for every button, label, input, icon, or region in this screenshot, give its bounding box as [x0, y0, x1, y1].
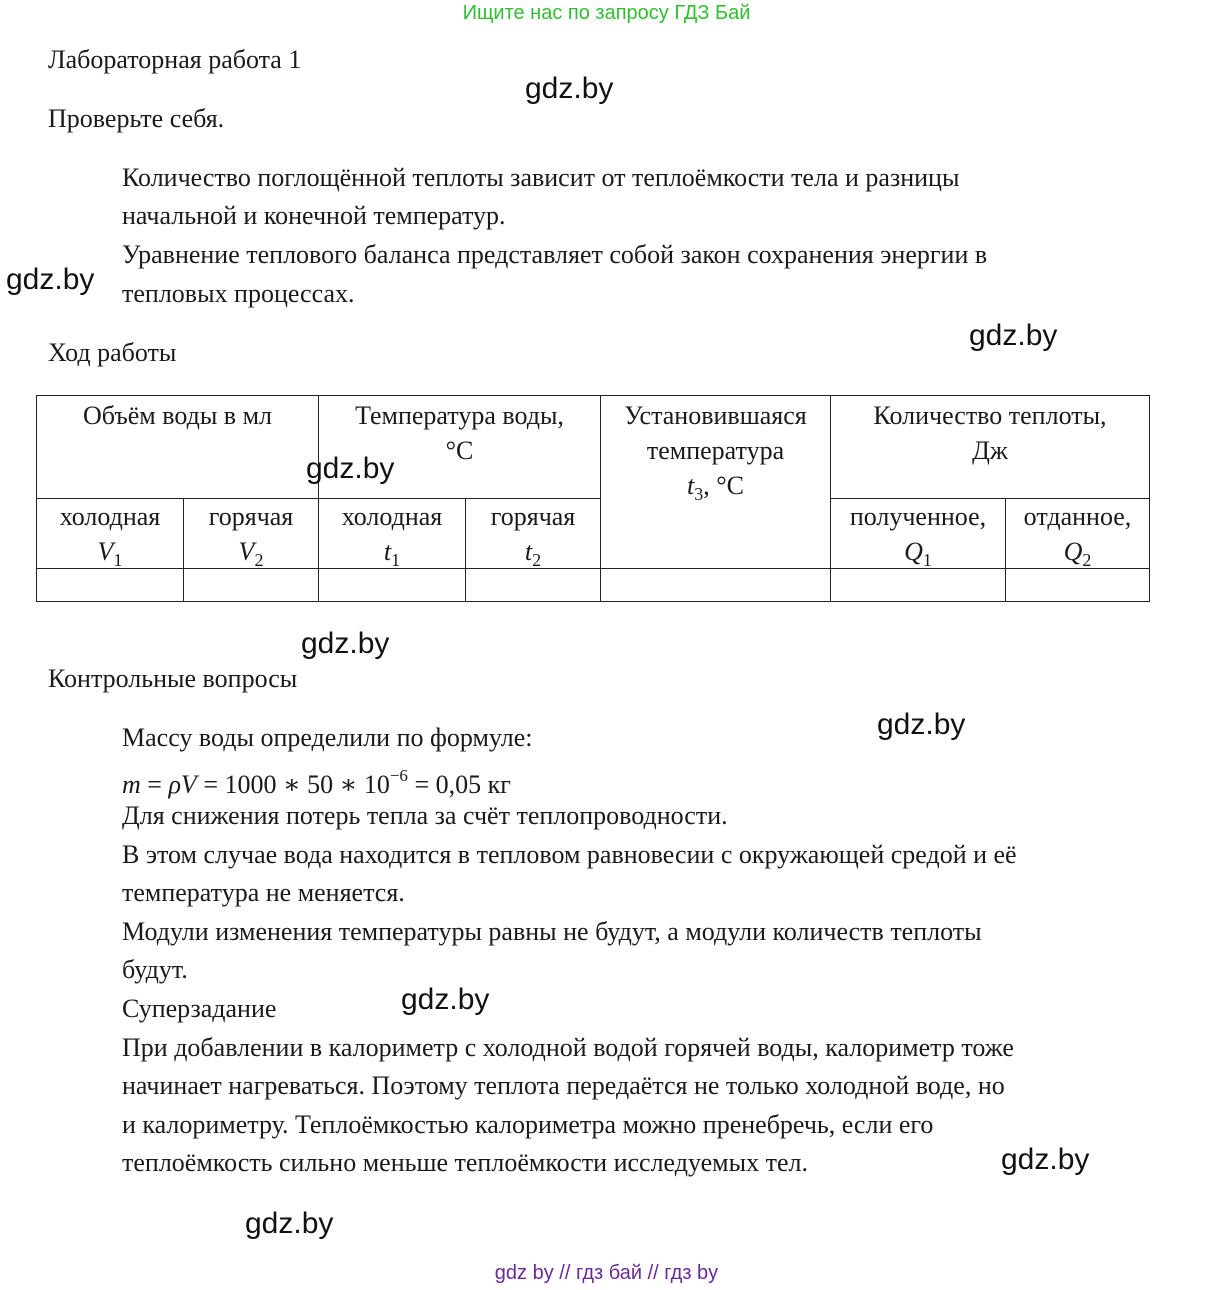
table-cell [465, 568, 601, 602]
mass-intro: Массу воды определили по формуле: [122, 723, 533, 752]
answer-line: теплоёмкость сильно меньше теплоёмкости исследуемых тел. [122, 1148, 808, 1177]
watermark: gdz.by [245, 1207, 334, 1240]
header-heat-amount: Количество теплоты, Дж [830, 395, 1150, 499]
table-cell [600, 568, 831, 602]
top-banner[interactable]: Ищите нас по запросу ГДЗ Бай [462, 2, 751, 24]
header-cold-volume: холодная $V_1$ [36, 498, 184, 569]
watermark: gdz.by [6, 263, 95, 296]
section-progress-heading: Ход работы [48, 338, 177, 367]
check-line: Количество поглощённой теплоты зависит от теплоёмкости тела и разницы [122, 163, 960, 192]
header-settled-temperature: Установившаяся температура $t_3$, °C [600, 395, 831, 569]
superzadanie-heading: Суперзадание [122, 994, 277, 1023]
watermark: gdz.by [877, 708, 966, 741]
watermark: gdz.by [525, 72, 614, 105]
answer-line: будут. [122, 955, 188, 984]
answer-line: температура не меняется. [122, 878, 405, 907]
answer-line: Модули изменения температуры равны не будут, а модули количеств теплоты [122, 917, 982, 946]
answer-line: и калориметру. Теплоёмкостью калориметра можно пренебречь, если его [122, 1110, 934, 1139]
section-check-heading: Проверьте себя. [48, 104, 225, 133]
table-cell [1005, 568, 1150, 602]
section-questions-heading: Контрольные вопросы [48, 664, 298, 693]
footer-links[interactable]: gdz by // гдз бай // гдз by [494, 1262, 719, 1284]
table-cell [183, 568, 319, 602]
answer-line: начинает нагреваться. Поэтому теплота передаётся не только холодной воде, но [122, 1071, 1005, 1100]
page-title: Лабораторная работа 1 [48, 45, 302, 74]
watermark: gdz.by [306, 452, 395, 485]
table-cell [318, 568, 466, 602]
table-cell [36, 568, 184, 602]
check-line: начальной и конечной температур. [122, 201, 506, 230]
results-table [36, 395, 1150, 602]
header-hot-volume: горячая $V_2$ [183, 498, 319, 569]
header-temperature: Температура воды, °C [318, 395, 601, 499]
answer-line: Для снижения потерь тепла за счёт теплопроводности. [122, 801, 728, 830]
table-cell [830, 568, 1006, 602]
check-line: тепловых процессах. [122, 279, 355, 308]
header-volume: Объём воды в мл [36, 395, 319, 499]
mass-formula: m = ρV = 1000 ∗ 50 ∗ $10^{-6} = 0,05$ кг [122, 766, 511, 799]
header-heat-received: полученное, $Q_1$ [830, 498, 1006, 569]
watermark: gdz.by [301, 627, 390, 660]
header-heat-given: отданное, $Q_2$ [1005, 498, 1150, 569]
answer-line: В этом случае вода находится в тепловом равновесии с окружающей средой и её [122, 840, 1017, 869]
header-hot-temperature: горячая $t_2$ [465, 498, 601, 569]
watermark: gdz.by [1001, 1143, 1090, 1176]
watermark: gdz.by [969, 319, 1058, 352]
check-line: Уравнение теплового баланса представляет собой закон сохранения энергии в [122, 240, 988, 269]
answer-line: При добавлении в калориметр с холодной водой горячей воды, калориметр тоже [122, 1033, 1014, 1062]
header-cold-temperature: холодная $t_1$ [318, 498, 466, 569]
watermark: gdz.by [401, 983, 490, 1016]
